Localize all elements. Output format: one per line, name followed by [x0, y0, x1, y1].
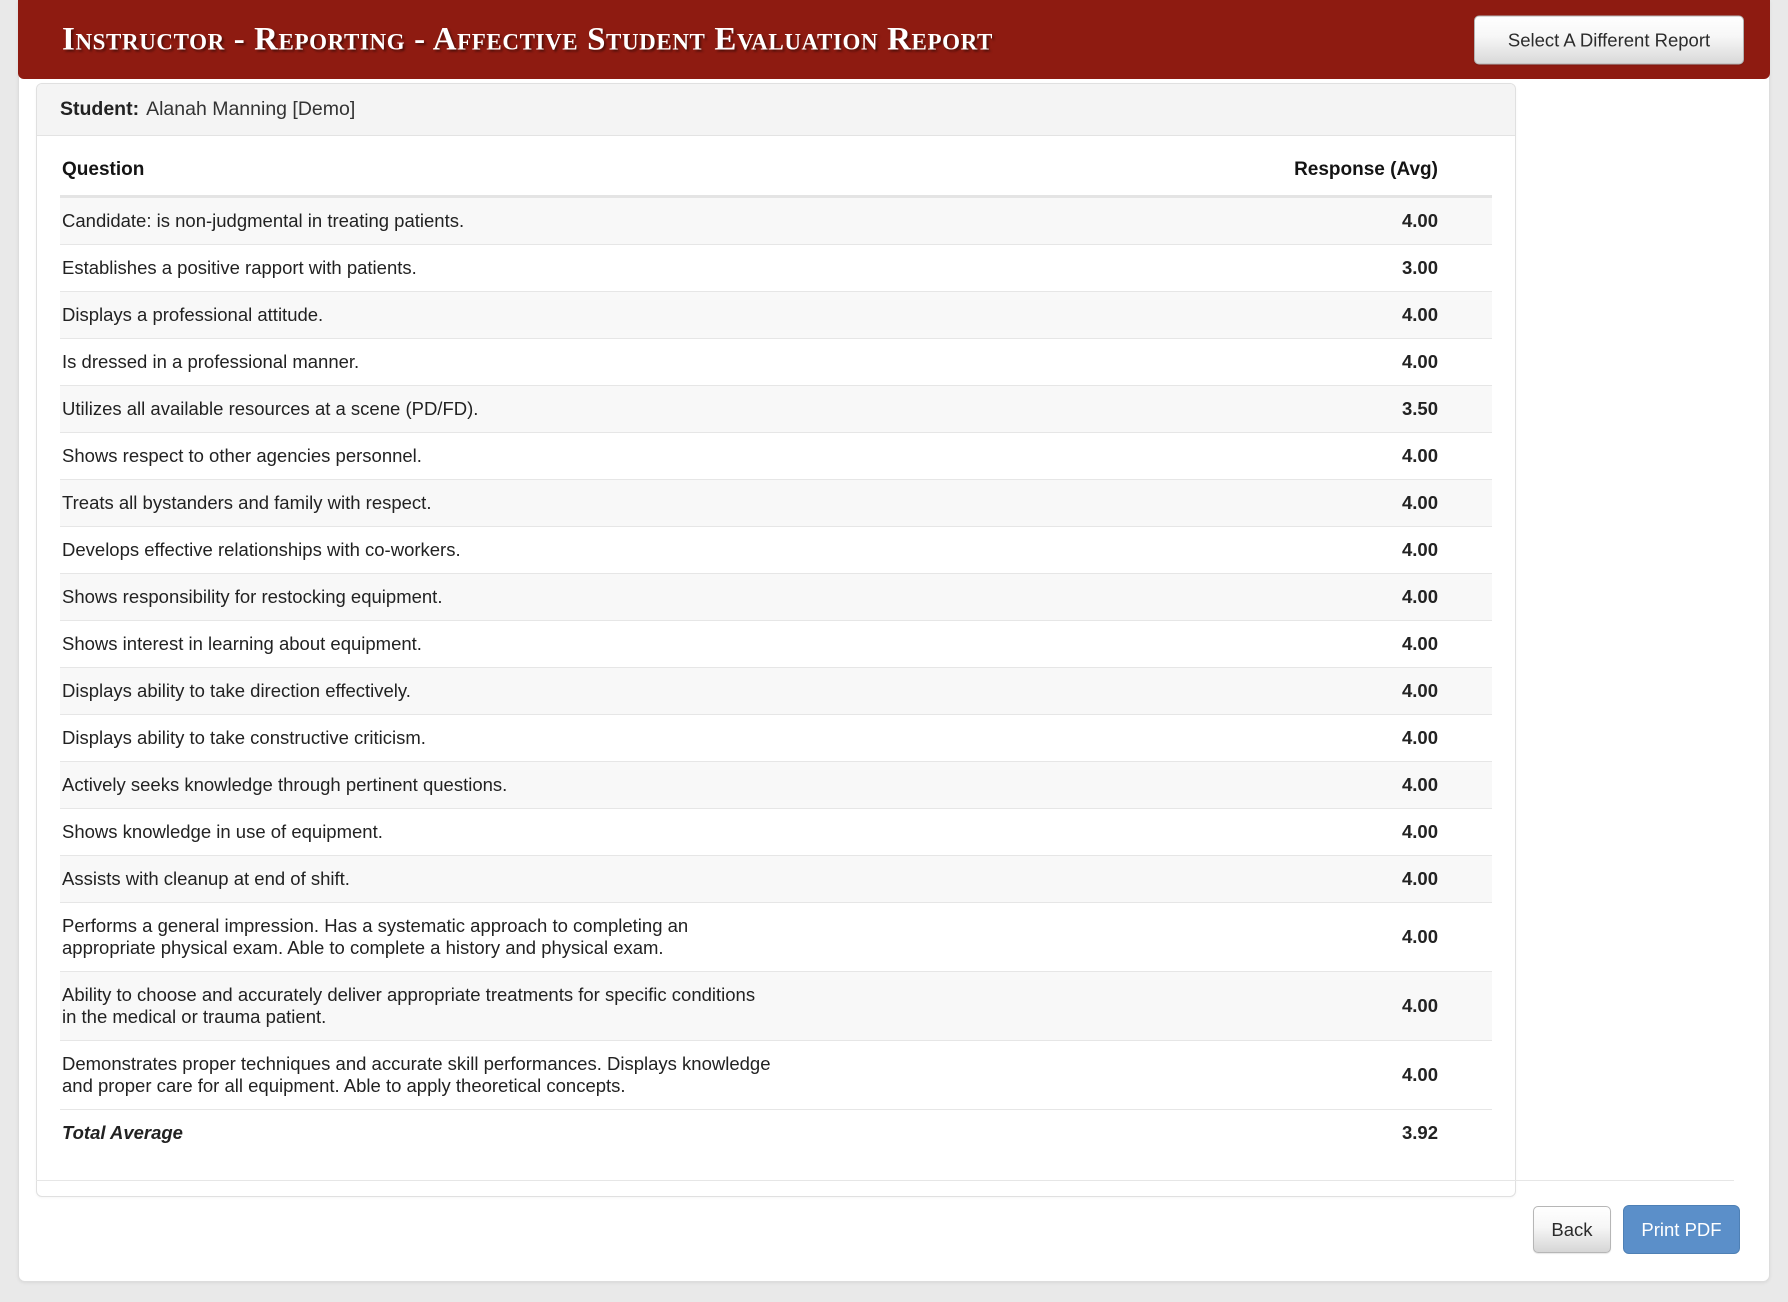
total-average-row: [60, 1110, 1492, 1157]
table-row: [60, 480, 1492, 527]
question-cell: Actively seeks knowledge through pertinent questions.: [60, 762, 776, 809]
total-average-label: Total Average: [60, 1110, 776, 1157]
question-cell: Establishes a positive rapport with patients.: [60, 245, 776, 292]
evaluation-table: [60, 136, 1492, 1156]
report-panel: [36, 83, 1516, 1197]
response-cell: 4.00: [776, 197, 1492, 245]
response-cell: 4.00: [776, 715, 1492, 762]
table-row: [60, 197, 1492, 245]
column-header-question: Question: [60, 136, 776, 197]
table-row: [60, 245, 1492, 292]
table-row: [60, 339, 1492, 386]
column-header-response: Response (Avg): [776, 136, 1492, 197]
print-pdf-button[interactable]: Print PDF: [1623, 1205, 1740, 1254]
table-row: [60, 527, 1492, 574]
table-row: [60, 715, 1492, 762]
question-cell: Assists with cleanup at end of shift.: [60, 856, 776, 903]
response-cell: 4.00: [776, 856, 1492, 903]
response-cell: 4.00: [776, 621, 1492, 668]
response-cell: 4.00: [776, 480, 1492, 527]
question-cell: Ability to choose and accurately deliver appropriate treatments for specific conditions in the medical or trauma patient.: [60, 972, 776, 1041]
page-title: Instructor - Reporting - Affective Student Evaluation Report: [62, 21, 993, 57]
question-cell: Treats all bystanders and family with respect.: [60, 480, 776, 527]
table-head: [60, 136, 1492, 197]
student-info-bar: [37, 84, 1515, 136]
question-cell: Shows interest in learning about equipment.: [60, 621, 776, 668]
table-row: [60, 621, 1492, 668]
response-cell: 4.00: [776, 1041, 1492, 1110]
report-table-wrapper: [37, 136, 1515, 1196]
response-cell: 4.00: [776, 292, 1492, 339]
question-cell: Candidate: is non-judgmental in treating patients.: [60, 197, 776, 245]
student-label: Student:: [60, 98, 140, 120]
question-cell: Develops effective relationships with co-workers.: [60, 527, 776, 574]
table-header-row: [60, 136, 1492, 197]
question-cell: Shows knowledge in use of equipment.: [60, 809, 776, 856]
table-body: [60, 197, 1492, 1157]
table-row: [60, 1041, 1492, 1110]
footer-actions: [1533, 1205, 1740, 1254]
question-cell: Utilizes all available resources at a scene (PD/FD).: [60, 386, 776, 433]
select-different-report-button[interactable]: Select A Different Report: [1474, 15, 1744, 64]
response-cell: 4.00: [776, 668, 1492, 715]
question-cell: Is dressed in a professional manner.: [60, 339, 776, 386]
table-row: [60, 668, 1492, 715]
table-row: [60, 386, 1492, 433]
question-cell: Displays ability to take direction effectively.: [60, 668, 776, 715]
response-cell: 4.00: [776, 903, 1492, 972]
response-cell: 3.50: [776, 386, 1492, 433]
table-row: [60, 856, 1492, 903]
table-row: [60, 433, 1492, 480]
question-cell: Shows respect to other agencies personnel.: [60, 433, 776, 480]
total-average-value: 3.92: [776, 1110, 1492, 1157]
response-cell: 4.00: [776, 972, 1492, 1041]
table-row: [60, 292, 1492, 339]
app-title-bar: [18, 0, 1770, 79]
table-row: [60, 809, 1492, 856]
response-cell: 4.00: [776, 339, 1492, 386]
student-name: Alanah Manning [Demo]: [146, 98, 356, 120]
response-cell: 4.00: [776, 574, 1492, 621]
back-button[interactable]: Back: [1533, 1206, 1611, 1253]
table-row: [60, 972, 1492, 1041]
question-cell: Shows responsibility for restocking equipment.: [60, 574, 776, 621]
table-row: [60, 903, 1492, 972]
question-cell: Performs a general impression. Has a systematic approach to completing an appropriate physical exam. Able to complete a history and physical exam.: [60, 903, 776, 972]
response-cell: 4.00: [776, 433, 1492, 480]
question-cell: Demonstrates proper techniques and accurate skill performances. Displays knowledge and proper care for all equipment. Able to apply theoretical concepts.: [60, 1041, 776, 1110]
footer-divider: [36, 1180, 1734, 1181]
table-row: [60, 762, 1492, 809]
question-cell: Displays ability to take constructive criticism.: [60, 715, 776, 762]
table-row: [60, 574, 1492, 621]
response-cell: 3.00: [776, 245, 1492, 292]
response-cell: 4.00: [776, 809, 1492, 856]
response-cell: 4.00: [776, 762, 1492, 809]
response-cell: 4.00: [776, 527, 1492, 574]
question-cell: Displays a professional attitude.: [60, 292, 776, 339]
